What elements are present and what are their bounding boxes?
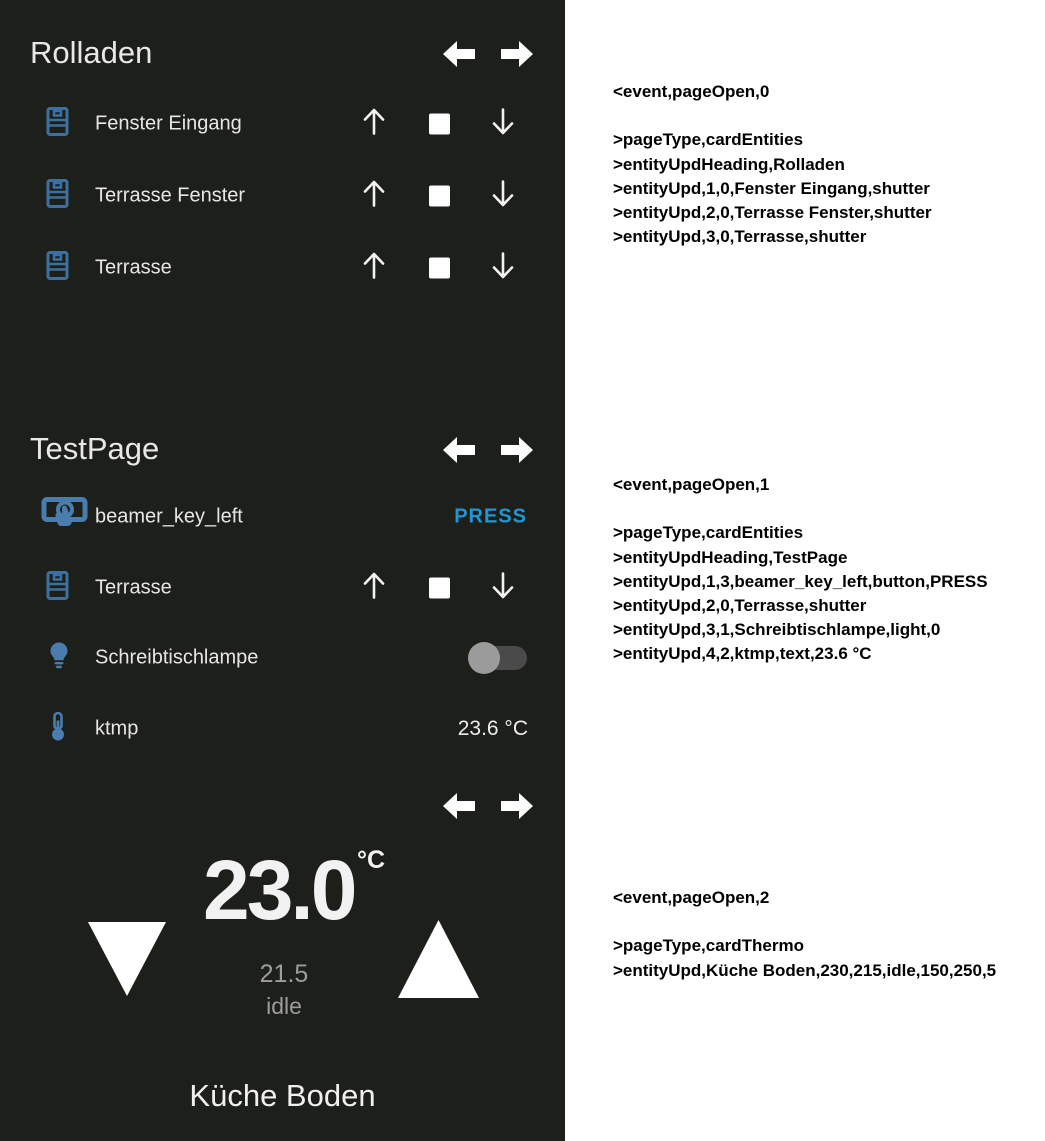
arrow-up-icon (360, 179, 388, 209)
entity-row-beamer-key-left (0, 495, 565, 539)
protocol-line: >entityUpd,2,0,Terrasse Fenster,shutter (613, 202, 932, 222)
arrow-left-icon (440, 435, 478, 465)
protocol-line: >pageType,cardEntities (613, 523, 804, 543)
entity-row-fenster-eingang (0, 102, 565, 146)
protocol-line: >entityUpd,1,3,beamer_key_left,button,PRESS (613, 571, 988, 591)
toggle-knob (468, 642, 500, 674)
page-prev-button[interactable] (440, 791, 478, 821)
lightbulb-icon (46, 641, 72, 676)
protocol-line: >entityUpd,Küche Boden,230,215,idle,150,250,5 (613, 960, 997, 980)
arrow-left-icon (440, 791, 478, 821)
shutter-up-button[interactable] (360, 251, 388, 286)
triangle-down-icon (88, 922, 166, 996)
entity-label: Fenster Eingang (95, 112, 242, 135)
page-prev-button[interactable] (440, 39, 478, 69)
protocol-line: >entityUpd,3,1,Schreibtischlampe,light,0 (613, 620, 941, 640)
protocol-line: <event,pageOpen,0 (613, 82, 770, 101)
gesture-tap-button-icon (41, 493, 88, 542)
current-temperature: 23.0 (203, 843, 355, 937)
press-button[interactable]: PRESS (454, 505, 527, 528)
page-next-button[interactable] (498, 39, 536, 69)
protocol-line: >pageType,cardThermo (613, 936, 804, 956)
protocol-line (613, 104, 932, 128)
arrow-right-icon (498, 791, 536, 821)
protocol-line (613, 497, 988, 521)
thermostat-title: Küche Boden (189, 1078, 376, 1113)
target-temperature: 21.5 (259, 960, 309, 988)
shutter-up-button[interactable] (360, 571, 388, 606)
hvac-state: idle (266, 993, 302, 1019)
shutter-stop-button[interactable] (429, 258, 450, 279)
shutter-stop-button[interactable] (429, 114, 450, 135)
window-shutter-icon (46, 179, 69, 214)
protocol-line: >entityUpdHeading,Rolladen (613, 154, 845, 174)
protocol-block-page1 (613, 473, 988, 667)
protocol-block-page0 (613, 80, 932, 249)
shutter-down-button[interactable] (489, 107, 517, 142)
window-shutter-icon (46, 107, 69, 142)
entity-row-schreibtischlampe (0, 636, 565, 680)
shutter-down-button[interactable] (489, 251, 517, 286)
entity-label: ktmp (95, 717, 139, 740)
protocol-line: >pageType,cardEntities (613, 130, 804, 150)
light-toggle-switch[interactable] (475, 646, 527, 670)
card-rolladen-heading: Rolladen (30, 35, 153, 70)
entity-label: beamer_key_left (95, 505, 243, 528)
arrow-up-icon (360, 571, 388, 601)
arrow-left-icon (440, 39, 478, 69)
page-next-button[interactable] (498, 435, 536, 465)
entity-row-ktmp (0, 707, 565, 751)
protocol-block-page2 (613, 886, 996, 983)
window-shutter-icon (46, 571, 69, 606)
entity-label: Schreibtischlampe (95, 646, 259, 669)
shutter-stop-button[interactable] (429, 578, 450, 599)
shutter-up-button[interactable] (360, 107, 388, 142)
shutter-down-button[interactable] (489, 179, 517, 214)
arrow-down-icon (489, 107, 517, 137)
shutter-down-button[interactable] (489, 571, 517, 606)
protocol-line: >entityUpd,4,2,ktmp,text,23.6 °C (613, 644, 872, 664)
page-next-button[interactable] (498, 791, 536, 821)
protocol-line: >entityUpd,1,0,Fenster Eingang,shutter (613, 178, 930, 198)
card-testpage-heading: TestPage (30, 431, 160, 466)
temp-increase-button[interactable] (398, 920, 479, 1003)
protocol-line: <event,pageOpen,1 (613, 475, 770, 494)
triangle-up-icon (398, 920, 479, 998)
arrow-right-icon (498, 435, 536, 465)
arrow-down-icon (489, 571, 517, 601)
temp-decrease-button[interactable] (88, 922, 166, 1001)
entity-row-terrasse (0, 246, 565, 290)
arrow-up-icon (360, 251, 388, 281)
entity-label: Terrasse (95, 576, 172, 599)
arrow-up-icon (360, 107, 388, 137)
arrow-down-icon (489, 179, 517, 209)
protocol-line: >entityUpd,3,0,Terrasse,shutter (613, 227, 867, 247)
entity-row-terrasse-2 (0, 566, 565, 610)
protocol-line (613, 910, 996, 934)
entity-row-terrasse-fenster (0, 174, 565, 218)
entity-label: Terrasse (95, 256, 172, 279)
arrow-right-icon (498, 39, 536, 69)
shutter-up-button[interactable] (360, 179, 388, 214)
temperature-unit: °C (357, 846, 386, 874)
entity-label: Terrasse Fenster (95, 184, 246, 207)
thermometer-icon (50, 712, 66, 747)
window-shutter-icon (46, 251, 69, 286)
protocol-line: <event,pageOpen,2 (613, 888, 770, 907)
sensor-value: 23.6 °C (457, 717, 528, 740)
shutter-stop-button[interactable] (429, 186, 450, 207)
protocol-line: >entityUpd,2,0,Terrasse,shutter (613, 595, 867, 615)
page-prev-button[interactable] (440, 435, 478, 465)
arrow-down-icon (489, 251, 517, 281)
protocol-line: >entityUpdHeading,TestPage (613, 547, 848, 567)
